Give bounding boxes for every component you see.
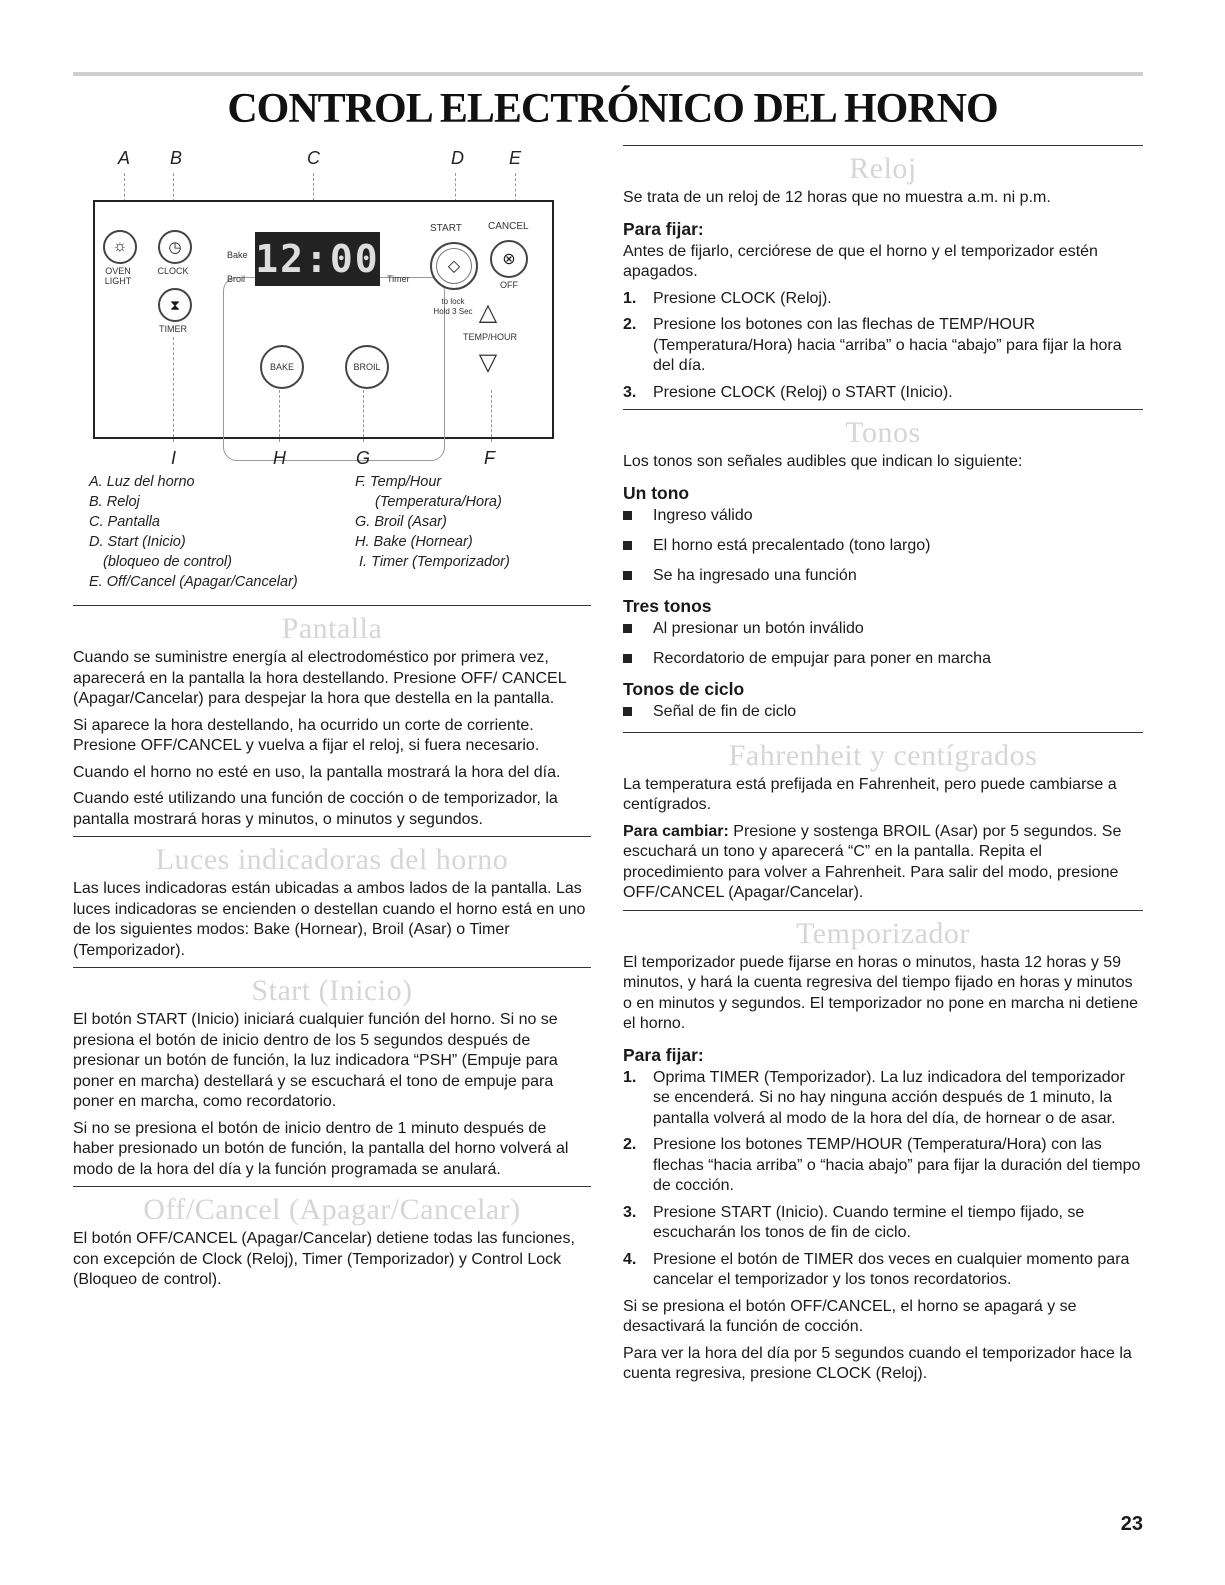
clock-button[interactable]: [158, 230, 192, 264]
off-label: OFF: [500, 280, 518, 290]
temporizador-steps: 1. Oprima TIMER (Temporizador). La luz indicadora del temporizador se encenderá. Si no hay ninguna acción después de 1 minuto, la pantalla volverá al modo de la hora del día, de hornear o de asar. 2. Presione los botones TEMP/HOUR (Temperatura/Hora) con las flechas “hacia arriba” o “hacia abajo” para fijar la duración del tiempo de cocción. 3. Presione START (Inicio). Cuando termine el tiempo fijado, se escucharán los tonos de fin de ciclo. 4. Presione el botón de TIMER dos veces en cualquier momento para cancelar el temporizador y los tonos recordatorios.: [623, 1068, 1141, 1288]
clock-icon: ◷: [168, 239, 182, 256]
reloj-steps: 1. Presione CLOCK (Reloj). 2. Presione los botones con las flechas de TEMP/HOUR (Temperatura/Hora) hacia “arriba” o hacia “abajo” para fijar la hora del día. 3. Presione CLOCK (Reloj) o START (Inicio).: [623, 289, 1122, 401]
reloj-subheading: Para fijar:: [623, 218, 704, 239]
tres-tonos-list: Al presionar un botón inválido Recordatorio de empujar para poner en marcha: [623, 619, 1143, 669]
top-rule: [73, 72, 1143, 76]
section-title-fahrenheit: Fahrenheit y centígrados: [728, 738, 1038, 772]
off-cancel-button[interactable]: [490, 240, 528, 278]
label-c: C: [307, 148, 320, 168]
oven-light-label: OVEN LIGHT: [104, 266, 132, 286]
hourglass-icon: ⧗: [170, 296, 180, 313]
section-title-temporizador: Temporizador: [796, 916, 970, 950]
to-lock-label: to lock: [441, 297, 465, 306]
label-h: H: [273, 448, 286, 468]
section-title-luces: Luces indicadoras del horno: [155, 843, 509, 876]
broil-button[interactable]: [345, 345, 389, 389]
clock-label: CLOCK: [157, 266, 189, 276]
cancel-x-icon: ⊗: [502, 251, 516, 268]
bake-button[interactable]: [260, 345, 304, 389]
start-label: START: [430, 223, 462, 234]
label-g: G: [356, 448, 371, 468]
label-d: D: [451, 148, 464, 168]
un-tono-list: Ingreso válido El horno está precalentado (tono largo) Se ha ingresado una función: [623, 506, 1143, 586]
broil-button-label: BROIL: [353, 362, 381, 372]
section-title-start: Start (Inicio): [251, 974, 413, 1007]
broil-indicator: Broil: [227, 274, 246, 284]
bake-button-label: BAKE: [269, 362, 294, 372]
display-area: [223, 277, 445, 461]
page-number: 23: [1120, 1513, 1143, 1535]
temp-up-button[interactable]: △: [478, 299, 498, 326]
left-column: A B C D E ☼ OVEN LIGHT ◷ CLOCK ⧗ TIMER Bake Broil 12:00 Timer START ◇ CANCEL ⊗ OFF to lock Hold 3 Sec △ TEMP/HOUR ▽ BAKE BROIL I H G F A. Luz del horno B. Reloj C. Pantalla D. Start (Inicio) (bloqueo de control) E. Off/Cancel (Apagar/Cancelar) F. Temp/Hour (Temperatura/Hora) G. Broil (Asar) H. Bake (Hornear) I. Timer (Temporizador) Pantalla Cuando se suministre energía al electrodoméstico por primera vez, aparecerá en la pantalla la hora destellando. Presione OFF/ CANCEL (Apagar/Cancelar) para despejar la hora que destella en la pantalla. Si aparece la hora destellando, ha ocurrido un corte de corriente. Presione OFF/CANCEL y vuelva a fijar el reloj, si fuera necesario. Cuando el horno no esté en uso, la pantalla mostrará la hora del día. Cuando esté utilizando una función de cocción o de temporizador, la pantalla mostrará horas y minutos, o minutos y segundos. Luces indicadoras del horno Las luces indicadoras están ubicadas a ambos lados de la pantalla. Las luces indicadoras se encienden o destellan cuando el horno está en uno de los siguientes modos: Bake (Hornear), Broil (Asar) o Timer (Temporizador). Start (Inicio) El botón START (Inicio) iniciará cualquier función del horno. Si no se presiona el botón de inicio dentro de los 5 segundos después de presionar un botón de función, la luz indicadora “PSH” (Empuje para poner en marcha) destellará y se escuchará el tono de empuje para poner en marcha, como recordatorio. Si no se presiona el botón de inicio dentro de 1 minuto después de haber presionado un botón de función, la pantalla del horno volverá al modo de la hora del día y la función programada se anulará. Off/Cancel (Apagar/Cancelar) El botón OFF/CANCEL (Apagar/Cancelar) detiene todas las funciones, con excepción de Clock (Reloj), Timer (Temporizador) y Control Lock (Bloqueo de control).: [73, 145, 591, 1297]
legend-right: F. Temp/Hour (Temperatura/Hora) G. Broil (Asar) H. Bake (Hornear) I. Timer (Temporizador): [355, 474, 510, 570]
section-title-reloj: Reloj: [849, 152, 917, 185]
section-title-tonos: Tonos: [845, 416, 921, 449]
temp-hour-label: TEMP/HOUR: [463, 332, 517, 342]
right-column: Reloj Se trata de un reloj de 12 horas que no muestra a.m. ni p.m. Para fijar: Antes de fijarlo, cerciórese de que el horno y el temporizador estén apagados. 1. Presione CLOCK (Reloj). 2. Presione los botones con las flechas de TEMP/HOUR (Temperatura/Hora) hacia “arriba” o hacia “abajo” para fijar la hora del día. 3. Presione CLOCK (Reloj) o START (Inicio). Tonos Los tonos son señales audibles que indican lo siguiente: Un tono Ingreso válido El horno está precalentado (tono largo) Se ha ingresado una función Tres tonos Al presionar un botón inválido Recordatorio de empujar para poner en marcha Tonos de ciclo Señal de fin de ciclo Fahrenheit y centígrados La temperatura está prefijada en Fahrenheit, pero puede cambiarse a centígrados. Para cambiar: Presione y sostenga BROIL (Asar) por 5 segundos. Se escuchará un tono y aparecerá “C” en la pantalla. Repita el procedimiento para volver a Fahrenheit. Para salir del modo, presione OFF/CANCEL (Apagar/Cancelar). Temporizador El temporizador puede fijarse en horas o minutos, hasta 12 horas y 59 minutos, y hará la cuenta regresiva del tiempo fijado en horas y minutos o en minutos y segundos. El temporizador no pone en marcha ni detiene el horno. Para fijar: 1. Oprima TIMER (Temporizador). La luz indicadora del temporizador se encenderá. Si no hay ninguna acción después de 1 minuto, la pantalla volverá al modo de la hora del día, de hornear o de asar. 2. Presione los botones TEMP/HOUR (Temperatura/Hora) con las flechas “hacia arriba” o “hacia abajo” para fijar la duración del tiempo de cocción. 3. Presione START (Inicio). Cuando termine el tiempo fijado, se escucharán los tonos de fin de ciclo. 4. Presione el botón de TIMER dos veces en cualquier momento para cancelar el temporizador y los tonos recordatorios. Si se presiona el botón OFF/CANCEL, el horno se apagará y se desactivará la función de cocción. Para ver la hora del día por 5 segundos cuando el temporizador hace la cuenta regresiva, presione CLOCK (Reloj).: [623, 145, 1143, 1391]
clock-display: 12:00: [255, 232, 380, 286]
legend-left: A. Luz del horno B. Reloj C. Pantalla D. Start (Inicio) (bloqueo de control) E. Off/Cancel (Apagar/Cancelar): [89, 474, 298, 590]
start-button[interactable]: [430, 242, 478, 290]
timer-indicator: Timer: [387, 274, 410, 284]
label-b: B: [170, 148, 183, 168]
label-e: E: [509, 148, 522, 168]
page-title: CONTROL ELECTRÓNICO DEL HORNO: [227, 86, 998, 132]
timer-button[interactable]: [158, 288, 192, 322]
light-icon: ☼: [112, 238, 128, 255]
label-a: A: [118, 148, 131, 168]
section-title-pantalla: Pantalla: [281, 612, 383, 645]
oven-light-button[interactable]: [103, 230, 137, 264]
section-title-offcancel: Off/Cancel (Apagar/Cancelar): [143, 1193, 521, 1226]
label-i: I: [171, 448, 177, 468]
start-diamond-icon: ◇: [447, 258, 461, 275]
tonos-ciclo-list: Señal de fin de ciclo: [623, 702, 1143, 722]
temp-down-button[interactable]: ▽: [478, 349, 498, 376]
hold-label: Hold 3 Sec: [433, 307, 473, 316]
timer-label: TIMER: [159, 324, 187, 334]
oven-control-panel: [93, 200, 554, 439]
cancel-label: CANCEL: [488, 221, 529, 232]
control-panel-diagram: [73, 145, 591, 590]
bake-indicator: Bake: [227, 250, 248, 260]
label-f: F: [484, 448, 495, 468]
